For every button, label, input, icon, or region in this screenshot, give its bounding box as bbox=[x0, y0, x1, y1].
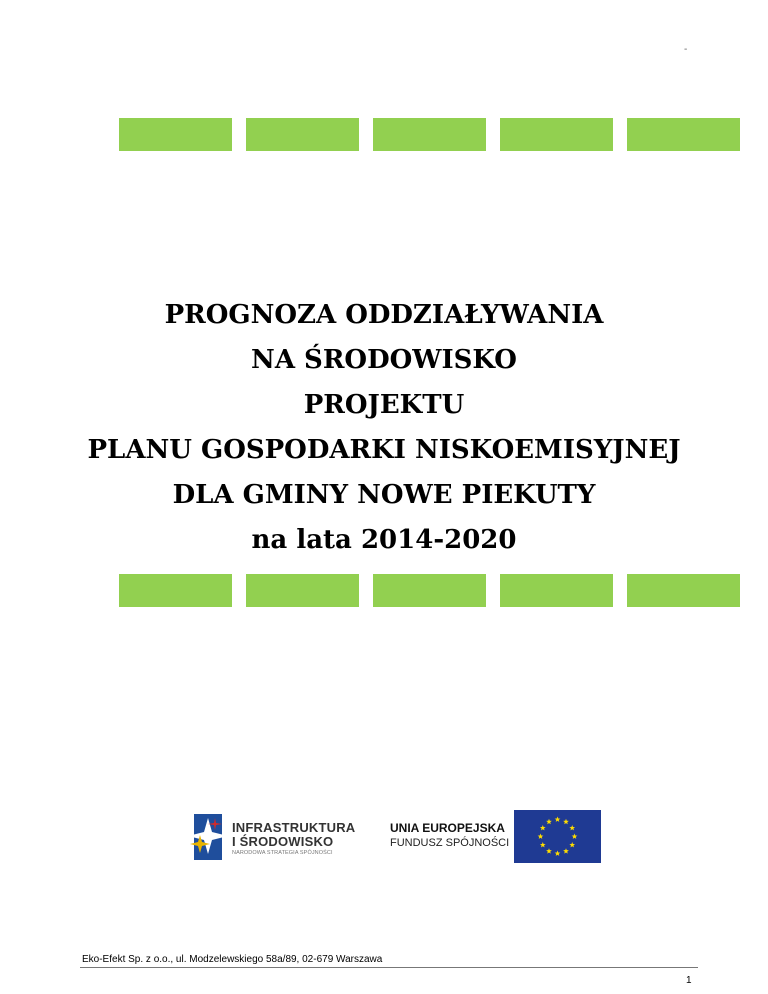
document-title bbox=[0, 293, 768, 563]
infrastruktura-line2: I ŚRODOWISKO bbox=[232, 834, 334, 849]
green-divider-top bbox=[119, 118, 740, 151]
unia-europejska-logo bbox=[370, 798, 616, 878]
infrastruktura-line1: INFRASTRUKTURA bbox=[232, 820, 356, 835]
green-block bbox=[500, 574, 613, 607]
green-block bbox=[246, 118, 359, 151]
footer-address: Eko-Efekt Sp. z o.o., ul. Modzelewskiego 58a/89, 02-679 Warszawa bbox=[82, 954, 383, 965]
unia-line2: FUNDUSZ SPÓJNOŚCI bbox=[390, 837, 510, 849]
footer-divider bbox=[80, 967, 698, 968]
title-line-1: PROGNOZA ODDZIAŁYWANIA bbox=[164, 300, 604, 330]
green-block bbox=[627, 118, 740, 151]
title-line-3: PROJEKTU bbox=[303, 390, 465, 420]
title-line-5: DLA GMINY NOWE PIEKUTY bbox=[172, 480, 596, 510]
green-block bbox=[627, 574, 740, 607]
infrastruktura-mark-icon bbox=[188, 810, 228, 862]
infrastruktura-line3: NARODOWA STRATEGIA SPÓJNOŚCI bbox=[232, 850, 333, 856]
unia-line1: UNIA EUROPEJSKA bbox=[390, 821, 505, 835]
green-block bbox=[500, 118, 613, 151]
green-block bbox=[119, 118, 232, 151]
green-block bbox=[373, 118, 486, 151]
corner-mark: - bbox=[684, 44, 688, 55]
green-block bbox=[246, 574, 359, 607]
green-block bbox=[119, 574, 232, 607]
green-divider-bottom bbox=[119, 574, 740, 607]
title-line-2: NA ŚRODOWISKO bbox=[251, 345, 517, 375]
title-line-6: na lata 2014-2020 bbox=[251, 525, 517, 555]
eu-flag-icon bbox=[514, 810, 601, 863]
infrastruktura-logo bbox=[188, 806, 358, 866]
page-number: 1 bbox=[686, 975, 692, 986]
title-line-4: PLANU GOSPODARKI NISKOEMISYJNEJ bbox=[87, 435, 681, 465]
green-block bbox=[373, 574, 486, 607]
